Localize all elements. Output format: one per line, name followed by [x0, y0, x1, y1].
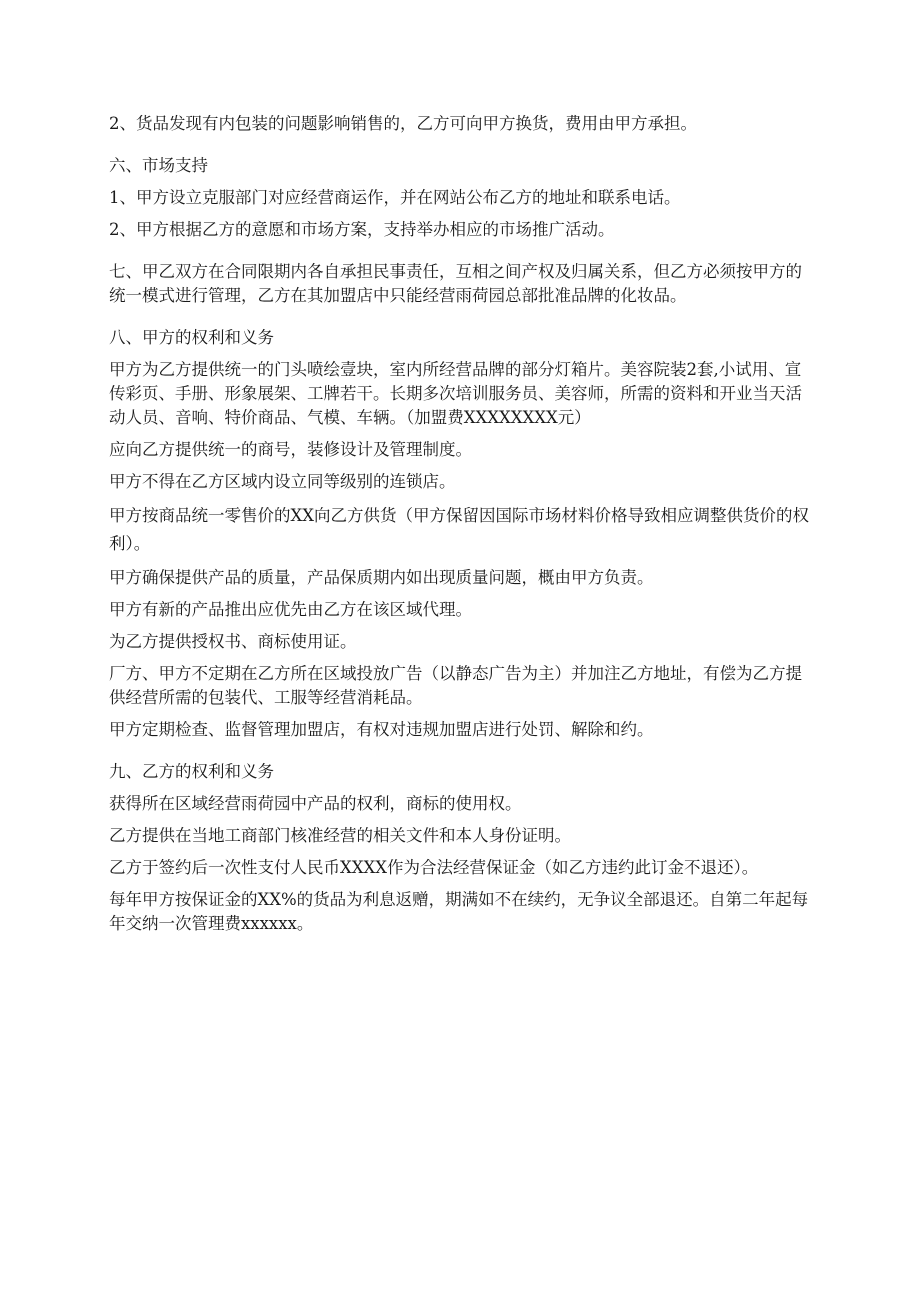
party-b-item: 乙方于签约后一次性支付人民币XXXX作为合法经营保证金（如乙方违约此订金不退还）。: [109, 858, 759, 877]
party-a-item: 甲方为乙方提供统一的门头喷绘壹块，室内所经营品牌的部分灯箱片。美容院装2套,小试用、宣传彩页、手册、形象展架、工牌若干。长期多次培训服务员、美容师，所需的资料和开业当天活动人员、音响、特价商品、气模、车辆。（加盟费XXXXXXXX元）: [109, 360, 802, 427]
party-a-item: 为乙方提供授权书、商标使用证。: [109, 632, 357, 651]
market-support-item-2: 2、甲方根据乙方的意愿和市场方案，支持举办相应的市场推广活动。: [109, 220, 615, 239]
party-a-item: 甲方不得在乙方区域内设立同等级别的连锁店。: [109, 472, 456, 491]
party-a-item: 甲方定期检查、监督管理加盟店，有权对违规加盟店进行处罚、解除和约。: [109, 720, 654, 739]
section-heading-party-a-rights: 八、甲方的权利和义务: [109, 328, 274, 347]
party-a-item: 甲方有新的产品推出应优先由乙方在该区域代理。: [109, 600, 472, 619]
party-a-item: 应向乙方提供统一的商号，装修设计及管理制度。: [109, 440, 472, 459]
section-heading-party-b-rights: 九、乙方的权利和义务: [109, 762, 274, 781]
document-body: [109, 112, 815, 936]
party-b-item: 乙方提供在当地工商部门核准经营的相关文件和本人身份证明。: [109, 826, 571, 845]
party-b-item: 获得所在区域经营雨荷园中产品的权利，商标的使用权。: [109, 794, 522, 813]
party-b-item: 每年甲方按保证金的XX%的货品为利息返赠，期满如不在续约，无争议全部退还。自第二年起每年交纳一次管理费xxxxxx。: [109, 890, 809, 933]
section-civil-liability: 七、甲乙双方在合同限期内各自承担民事责任，互相之间产权及归属关系，但乙方必须按甲方的统一模式进行管理，乙方在其加盟店中只能经营雨荷园总部批准品牌的化妆品。: [109, 262, 802, 305]
paragraph-goods-packaging: 2、货品发现有内包装的问题影响销售的，乙方可向甲方换货，费用由甲方承担。: [109, 114, 697, 133]
section-heading-market-support: 六、市场支持: [109, 156, 208, 175]
party-a-item: 厂方、甲方不定期在乙方所在区域投放广告（以静态广告为主）并加注乙方地址，有偿为乙方提供经营所需的包装代、工服等经营消耗品。: [109, 664, 802, 707]
market-support-item-1: 1、甲方设立克服部门对应经营商运作，并在网站公布乙方的地址和联系电话。: [109, 188, 681, 207]
party-a-item: 甲方确保提供产品的质量，产品保质期内如出现质量问题，概由甲方负责。: [109, 568, 654, 587]
party-a-item: 甲方按商品统一零售价的XX向乙方供货（甲方保留因国际市场材料价格导致相应调整供货价的权利）。: [109, 506, 809, 553]
